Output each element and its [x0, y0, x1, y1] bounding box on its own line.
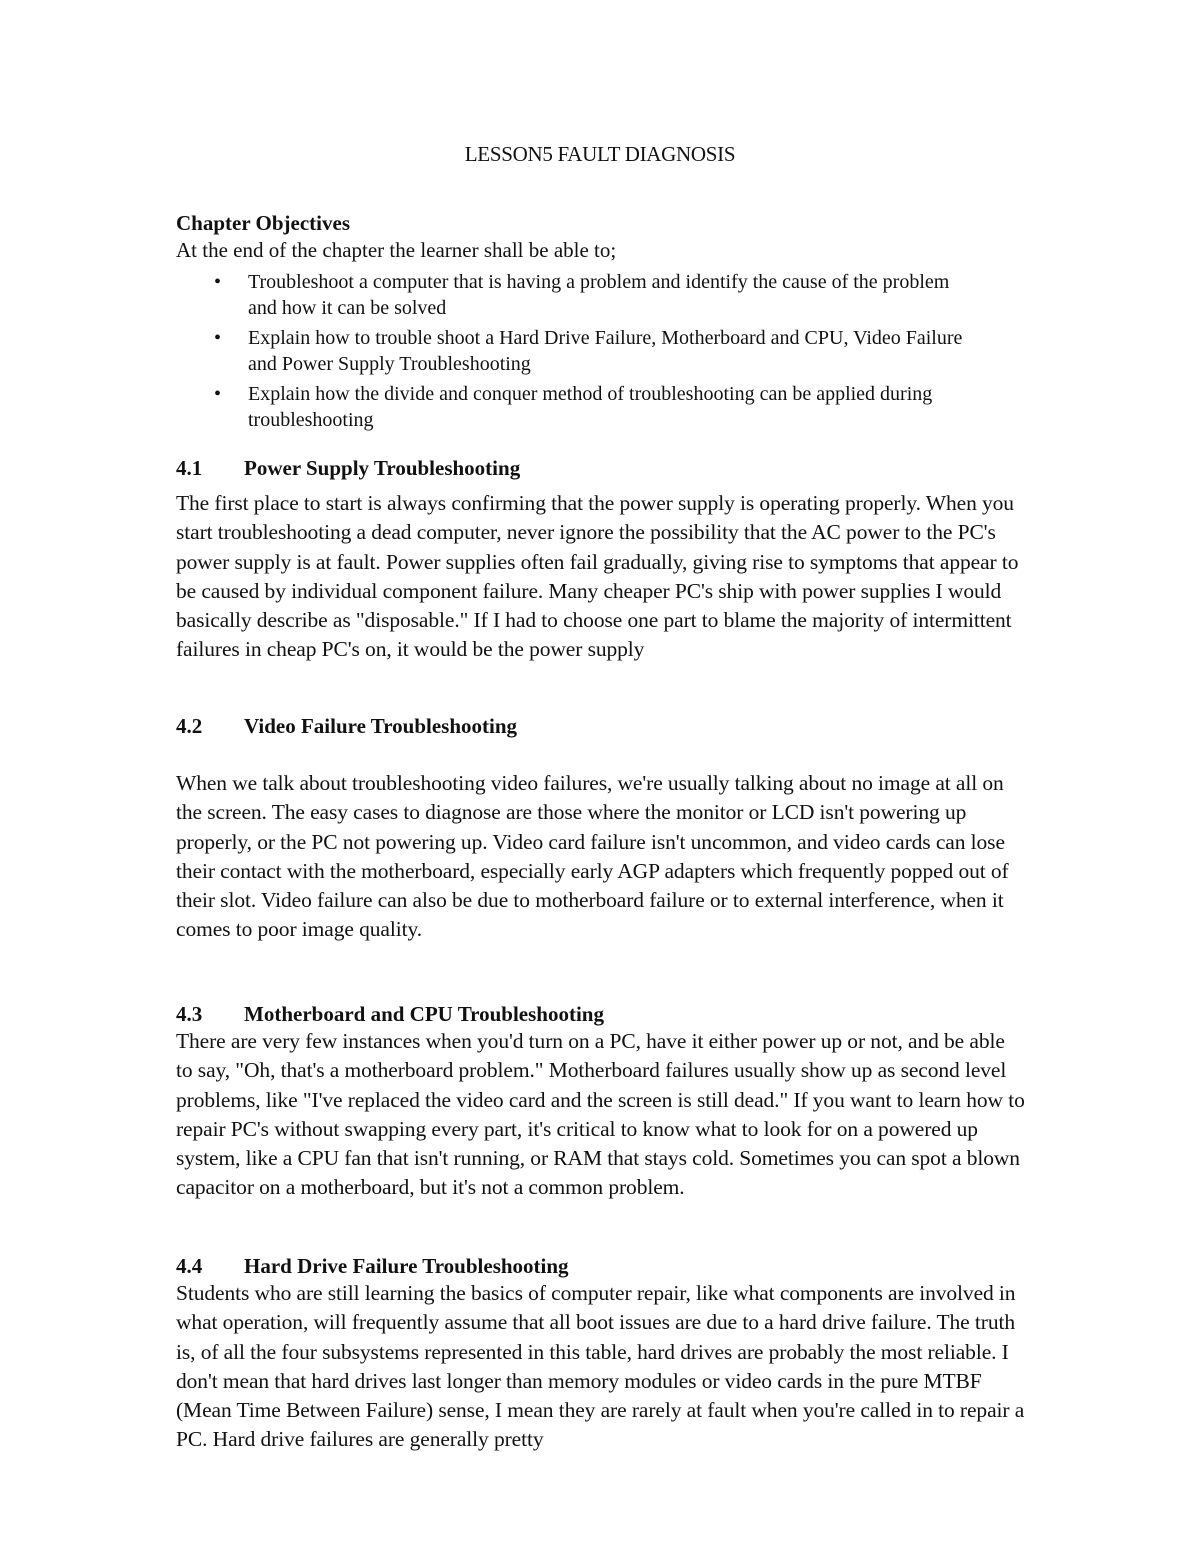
section-title: Power Supply Troubleshooting: [244, 456, 521, 480]
section-title: Video Failure Troubleshooting: [244, 714, 518, 738]
section-heading: [176, 1254, 1026, 1279]
list-item: [176, 269, 968, 321]
objectives-heading: Chapter Objectives: [176, 211, 350, 235]
section-number: 4.1: [176, 456, 203, 480]
section-4-2: [176, 714, 1026, 945]
section-heading: [176, 714, 1026, 739]
section-title: Motherboard and CPU Troubleshooting: [244, 1002, 604, 1026]
list-item: [176, 325, 968, 377]
bullet-icon: •: [214, 327, 222, 349]
bullet-icon: •: [214, 271, 222, 293]
section-number: 4.3: [176, 1002, 203, 1026]
document-title: LESSON5 FAULT DIAGNOSIS: [464, 142, 736, 166]
section-number: 4.4: [176, 1254, 203, 1278]
section-body: Students who are still learning the basics of computer repair, like what components are involved in what operation, will frequently assume that all boot issues are due to a hard drive failure. The truth is, of all the four subsystems represented in this table, hard drives are probably the most reliable. I don't mean that hard drives last longer than memory modules or video cards in the pure MTBF (Mean Time Between Failure) sense, I mean they are rarely at fault when you're called in to repair a PC. Hard drive failures are generally pretty: [176, 1281, 1025, 1452]
section-title: Hard Drive Failure Troubleshooting: [244, 1254, 569, 1278]
section-heading: [176, 1002, 1026, 1027]
section-body: When we talk about troubleshooting video failures, we're usually talking about no image at all on the screen. The easy cases to diagnose are those where the monitor or LCD isn't powering up properly, or the PC not powering up. Video card failure isn't uncommon, and video cards can lose their contact with the motherboard, especially early AGP adapters which frequently popped out of their slot. Video failure can also be due to motherboard failure or to external interference, when it comes to poor image quality.: [176, 771, 1009, 942]
chapter-objectives: [176, 211, 1026, 437]
objective-text: Explain how to trouble shoot a Hard Drive Failure, Motherboard and CPU, Video Failure and Power Supply Troubleshooting: [248, 327, 963, 375]
list-item: [176, 381, 968, 433]
objectives-intro: At the end of the chapter the learner shall be able to;: [176, 238, 617, 262]
objective-text: Troubleshoot a computer that is having a problem and identify the cause of the problem and how it can be solved: [248, 271, 950, 319]
section-number: 4.2: [176, 714, 203, 738]
section-body: The first place to start is always confirming that the power supply is operating properly. When you start troubleshooting a dead computer, never ignore the possibility that the AC power to the PC's power supply is at fault. Power supplies often fail gradually, giving rise to symptoms that appear to be caused by individual component failure. Many cheaper PC's ship with power supplies I would basically describe as "disposable." If I had to choose one part to blame the majority of intermittent failures in cheap PC's on, it would be the power supply: [176, 491, 1019, 662]
section-4-3: [176, 1002, 1026, 1203]
section-4-1: [176, 456, 1026, 665]
section-heading: [176, 456, 1026, 481]
objective-text: Explain how the divide and conquer method of troubleshooting can be applied during troubleshooting: [248, 383, 933, 431]
section-4-4: [176, 1254, 1026, 1455]
section-body: There are very few instances when you'd turn on a PC, have it either power up or not, and be able to say, "Oh, that's a motherboard problem." Motherboard failures usually show up as second level problems, like "I've replaced the video card and the screen is still dead." If you want to learn how to repair PC's without swapping every part, it's critical to know what to look for on a powered up system, like a CPU fan that isn't running, or RAM that stays cold. Sometimes you can spot a blown capacitor on a motherboard, but it's not a common problem.: [176, 1029, 1025, 1200]
bullet-icon: •: [214, 383, 222, 405]
objectives-list: [176, 269, 1026, 433]
